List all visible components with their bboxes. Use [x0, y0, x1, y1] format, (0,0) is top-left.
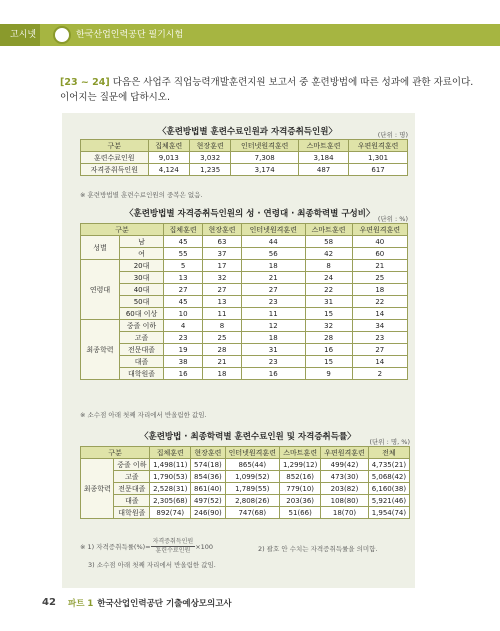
- table3-cell: 574(18): [191, 459, 225, 471]
- question-number: [23 ~ 24]: [60, 77, 110, 88]
- table2-header-cell: 현장훈련: [203, 224, 242, 236]
- table3-cell: 5,068(42): [368, 471, 409, 483]
- table2-row: [81, 248, 408, 260]
- table1-header-row: [81, 140, 408, 152]
- table3-row-header: 중졸 이하: [114, 459, 150, 471]
- table2-row: [81, 296, 408, 308]
- note1-suffix: ×100: [195, 542, 214, 551]
- table3-cell: 2,808(26): [225, 495, 280, 507]
- table2-row: [81, 272, 408, 284]
- table3-cell: 1,954(74): [368, 507, 409, 519]
- table2-cell: 15: [305, 308, 352, 320]
- table3-cell: 108(80): [321, 495, 369, 507]
- table2-row-header: 고졸: [119, 332, 163, 344]
- table2-cell: 44: [241, 236, 305, 248]
- table2-cell: 8: [203, 320, 242, 332]
- table2-cell: 40: [352, 236, 407, 248]
- table3-title: 〈훈련방법 · 최종학력별 훈련수료인원 및 자격증취득률〉: [140, 432, 356, 442]
- table2-row-header: 남: [119, 236, 163, 248]
- table3: [80, 446, 410, 519]
- table3-cell: 5,921(46): [368, 495, 409, 507]
- table1-header-cell: 현장훈련: [190, 140, 231, 152]
- table3-row: [81, 471, 410, 483]
- table2-cell: 32: [203, 272, 242, 284]
- table3-cell: 1,099(52): [225, 471, 280, 483]
- table2-cell: 21: [241, 272, 305, 284]
- table2-cell: 16: [241, 368, 305, 380]
- table2-row: [81, 368, 408, 380]
- table1-header-cell: 집체훈련: [148, 140, 189, 152]
- table2-cell: 31: [305, 296, 352, 308]
- table1: [80, 139, 408, 176]
- table3-cell: 18(70): [321, 507, 369, 519]
- table3-header-row: [81, 447, 410, 459]
- table2-header-cell: 인터넷원격훈련: [241, 224, 305, 236]
- table1-row: [81, 152, 408, 164]
- table2-header-cell: 스마트훈련: [305, 224, 352, 236]
- table1-cell: 4,124: [148, 164, 189, 176]
- table1-unit: (단위 : 명): [377, 131, 408, 139]
- table2-cell: 12: [241, 320, 305, 332]
- table2-row-header: 40대: [119, 284, 163, 296]
- table2-cell: 45: [164, 236, 203, 248]
- table3-cell: 1,790(53): [150, 471, 191, 483]
- table3-header-cell: 전체: [368, 447, 409, 459]
- table2-cell: 11: [203, 308, 242, 320]
- table2-cell: 23: [241, 356, 305, 368]
- table2-row-header: 20대: [119, 260, 163, 272]
- table2-row-header: 30대: [119, 272, 163, 284]
- table2-cell: 8: [305, 260, 352, 272]
- table2-cell: 56: [241, 248, 305, 260]
- table2-cell: 55: [164, 248, 203, 260]
- table2-group-label: 성별: [81, 236, 120, 260]
- table3-cell: 2,528(31): [150, 483, 191, 495]
- note1-numerator: 자격증취득인원: [152, 538, 194, 545]
- table2-cell: 27: [203, 284, 242, 296]
- table1-header-cell: 우편원격훈련: [349, 140, 408, 152]
- table1-cell: 1,235: [190, 164, 231, 176]
- table3-header-cell: 인터넷원격훈련: [225, 447, 280, 459]
- table2-row-header: 60대 이상: [119, 308, 163, 320]
- table2-row-header: 대졸: [119, 356, 163, 368]
- table3-header-cell: 우편원격훈련: [321, 447, 369, 459]
- table1-header-cell: 구분: [81, 140, 149, 152]
- page-number: 42: [42, 597, 56, 608]
- table3-cell: 473(30): [321, 471, 369, 483]
- table1-header-cell: 인터넷원격훈련: [231, 140, 299, 152]
- table2-cell: 42: [305, 248, 352, 260]
- table2-cell: 45: [164, 296, 203, 308]
- table2-cell: 4: [164, 320, 203, 332]
- table2-row-header: 50대: [119, 296, 163, 308]
- table2-note: ※ 소수점 아래 첫째 자리에서 반올림한 값임.: [80, 411, 207, 419]
- table1-cell: 3,032: [190, 152, 231, 164]
- table1-header-cell: 스마트훈련: [299, 140, 349, 152]
- table2-cell: 24: [305, 272, 352, 284]
- table3-header-cell: 집체훈련: [150, 447, 191, 459]
- table2-header-cell: 우편원격훈련: [352, 224, 407, 236]
- table1-cell: 9,013: [148, 152, 189, 164]
- table3-cell: 497(52): [191, 495, 225, 507]
- table2-cell: 22: [305, 284, 352, 296]
- table2-row: [81, 332, 408, 344]
- table3-row: [81, 483, 410, 495]
- table3-header-cell: 현장훈련: [191, 447, 225, 459]
- table2-row: [81, 320, 408, 332]
- table2-cell: 21: [352, 260, 407, 272]
- table3-row: [81, 507, 410, 519]
- table2-row-header: 여: [119, 248, 163, 260]
- table2-cell: 27: [352, 344, 407, 356]
- table3-cell: 1,299(12): [280, 459, 321, 471]
- table3-cell: 51(66): [280, 507, 321, 519]
- table2-cell: 60: [352, 248, 407, 260]
- table1-note: ※ 훈련방법별 훈련수료인원의 중복은 없음.: [80, 191, 203, 199]
- table3-cell: 852(16): [280, 471, 321, 483]
- table3-cell: 2,305(68): [150, 495, 191, 507]
- page-header: [0, 0, 500, 55]
- table3-note-1: [80, 538, 213, 555]
- header-tab: 고시넷: [0, 24, 40, 46]
- table2-cell: 21: [203, 356, 242, 368]
- table2-title: 〈훈련방법별 자격증취득인원의 성 · 연령대 · 최종학력별 구성비〉: [125, 209, 375, 219]
- table3-row: [81, 495, 410, 507]
- table2-cell: 31: [241, 344, 305, 356]
- table2-cell: 15: [305, 356, 352, 368]
- note1-denominator: 훈련수료인원: [155, 547, 191, 554]
- header-circle-icon: [53, 26, 71, 44]
- table3-cell: 203(82): [321, 483, 369, 495]
- table2-row: [81, 308, 408, 320]
- table2-cell: 25: [352, 272, 407, 284]
- table2-cell: 2: [352, 368, 407, 380]
- table2-cell: 34: [352, 320, 407, 332]
- table3-row-header: 대졸: [114, 495, 150, 507]
- question-text: 다음은 사업주 직업능력개발훈련지원 보고서 중 훈련방법에 따른 성과에 관한 자료이다.: [112, 77, 474, 88]
- table3-cell: 4,735(21): [368, 459, 409, 471]
- table3-cell: 203(36): [280, 495, 321, 507]
- table2-cell: 18: [352, 284, 407, 296]
- table2-cell: 28: [305, 332, 352, 344]
- table2-cell: 32: [305, 320, 352, 332]
- table2-unit: (단위 : %): [377, 215, 408, 223]
- table2-cell: 38: [164, 356, 203, 368]
- table2-row-header: 전문대졸: [119, 344, 163, 356]
- table3-cell: 6,160(38): [368, 483, 409, 495]
- table3-cell: 499(42): [321, 459, 369, 471]
- table2-header-cell: 집체훈련: [164, 224, 203, 236]
- table2-cell: 14: [352, 356, 407, 368]
- question-prompt: [60, 75, 480, 105]
- table1-cell: 7,308: [231, 152, 299, 164]
- table1-cell: 487: [299, 164, 349, 176]
- table2-cell: 14: [352, 308, 407, 320]
- table2-row-header: 중졸 이하: [119, 320, 163, 332]
- table3-cell: 246(90): [191, 507, 225, 519]
- table2-row-header: 대학원졸: [119, 368, 163, 380]
- table2-cell: 63: [203, 236, 242, 248]
- table2-cell: 18: [241, 332, 305, 344]
- table2-cell: 11: [241, 308, 305, 320]
- table2-header-cell: 구분: [81, 224, 164, 236]
- table3-note-3: 3) 소수점 아래 첫째 자리에서 반올림한 값임.: [88, 561, 216, 569]
- table2-cell: 25: [203, 332, 242, 344]
- table2-row: [81, 356, 408, 368]
- table1-cell: 3,174: [231, 164, 299, 176]
- table2-cell: 23: [164, 332, 203, 344]
- table2-row: [81, 236, 408, 248]
- table1-cell: 3,184: [299, 152, 349, 164]
- table1-cell: 617: [349, 164, 408, 176]
- table2-cell: 18: [203, 368, 242, 380]
- table1-row-header: 자격증취득인원: [81, 164, 149, 176]
- table2-cell: 22: [352, 296, 407, 308]
- table3-row-header: 고졸: [114, 471, 150, 483]
- table2-cell: 19: [164, 344, 203, 356]
- table3-cell: 854(36): [191, 471, 225, 483]
- table3-row: [81, 459, 410, 471]
- table2-cell: 23: [352, 332, 407, 344]
- table1-cell: 1,301: [349, 152, 408, 164]
- table1-title: 〈훈련방법별 훈련수료인원과 자격증취득인원〉: [158, 127, 337, 137]
- table2-cell: 27: [241, 284, 305, 296]
- table2: [80, 223, 408, 380]
- table2-cell: 5: [164, 260, 203, 272]
- table3-cell: 747(68): [225, 507, 280, 519]
- table3-header-cell: 구분: [81, 447, 150, 459]
- footer-book-title: 한국산업인력공단 기출예상모의고사: [97, 599, 232, 609]
- table2-cell: 18: [241, 260, 305, 272]
- table3-cell: 1,789(55): [225, 483, 280, 495]
- table2-cell: 37: [203, 248, 242, 260]
- footer-part: 파트 1: [68, 599, 94, 609]
- table3-row-header: 대학원졸: [114, 507, 150, 519]
- table2-cell: 13: [203, 296, 242, 308]
- table2-cell: 16: [305, 344, 352, 356]
- footer-title: [68, 597, 232, 609]
- table2-row: [81, 260, 408, 272]
- table2-cell: 16: [164, 368, 203, 380]
- note1-fraction: [151, 538, 196, 555]
- table2-group-label: 연령대: [81, 260, 120, 320]
- table2-cell: 9: [305, 368, 352, 380]
- table2-cell: 58: [305, 236, 352, 248]
- table2-row: [81, 284, 408, 296]
- table3-header-cell: 스마트훈련: [280, 447, 321, 459]
- table2-cell: 13: [164, 272, 203, 284]
- table1-row: [81, 164, 408, 176]
- note1-prefix: ※ 1) 자격증취득률(%)=: [80, 543, 151, 551]
- table3-row-header: 전문대졸: [114, 483, 150, 495]
- table3-cell: 892(74): [150, 507, 191, 519]
- header-title: 한국산업인력공단 필기시험: [76, 30, 184, 40]
- table1-row-header: 훈련수료인원: [81, 152, 149, 164]
- table3-cell: 779(10): [280, 483, 321, 495]
- header-bar: [0, 24, 500, 46]
- table2-cell: 28: [203, 344, 242, 356]
- table2-header-row: [81, 224, 408, 236]
- table2-cell: 27: [164, 284, 203, 296]
- question-text-2: 이어지는 질문에 답하시오.: [60, 92, 171, 103]
- table3-unit: (단위 : 명, %): [369, 438, 410, 446]
- table2-cell: 23: [241, 296, 305, 308]
- table2-group-label: 최종학력: [81, 320, 120, 380]
- table3-cell: 1,498(11): [150, 459, 191, 471]
- table3-cell: 865(44): [225, 459, 280, 471]
- table2-cell: 17: [203, 260, 242, 272]
- table3-group-label: 최종학력: [81, 459, 114, 519]
- table2-row: [81, 344, 408, 356]
- table3-cell: 861(40): [191, 483, 225, 495]
- table2-cell: 10: [164, 308, 203, 320]
- table3-note-2: 2) 괄호 안 수치는 자격증취득률을 의미함.: [258, 545, 378, 553]
